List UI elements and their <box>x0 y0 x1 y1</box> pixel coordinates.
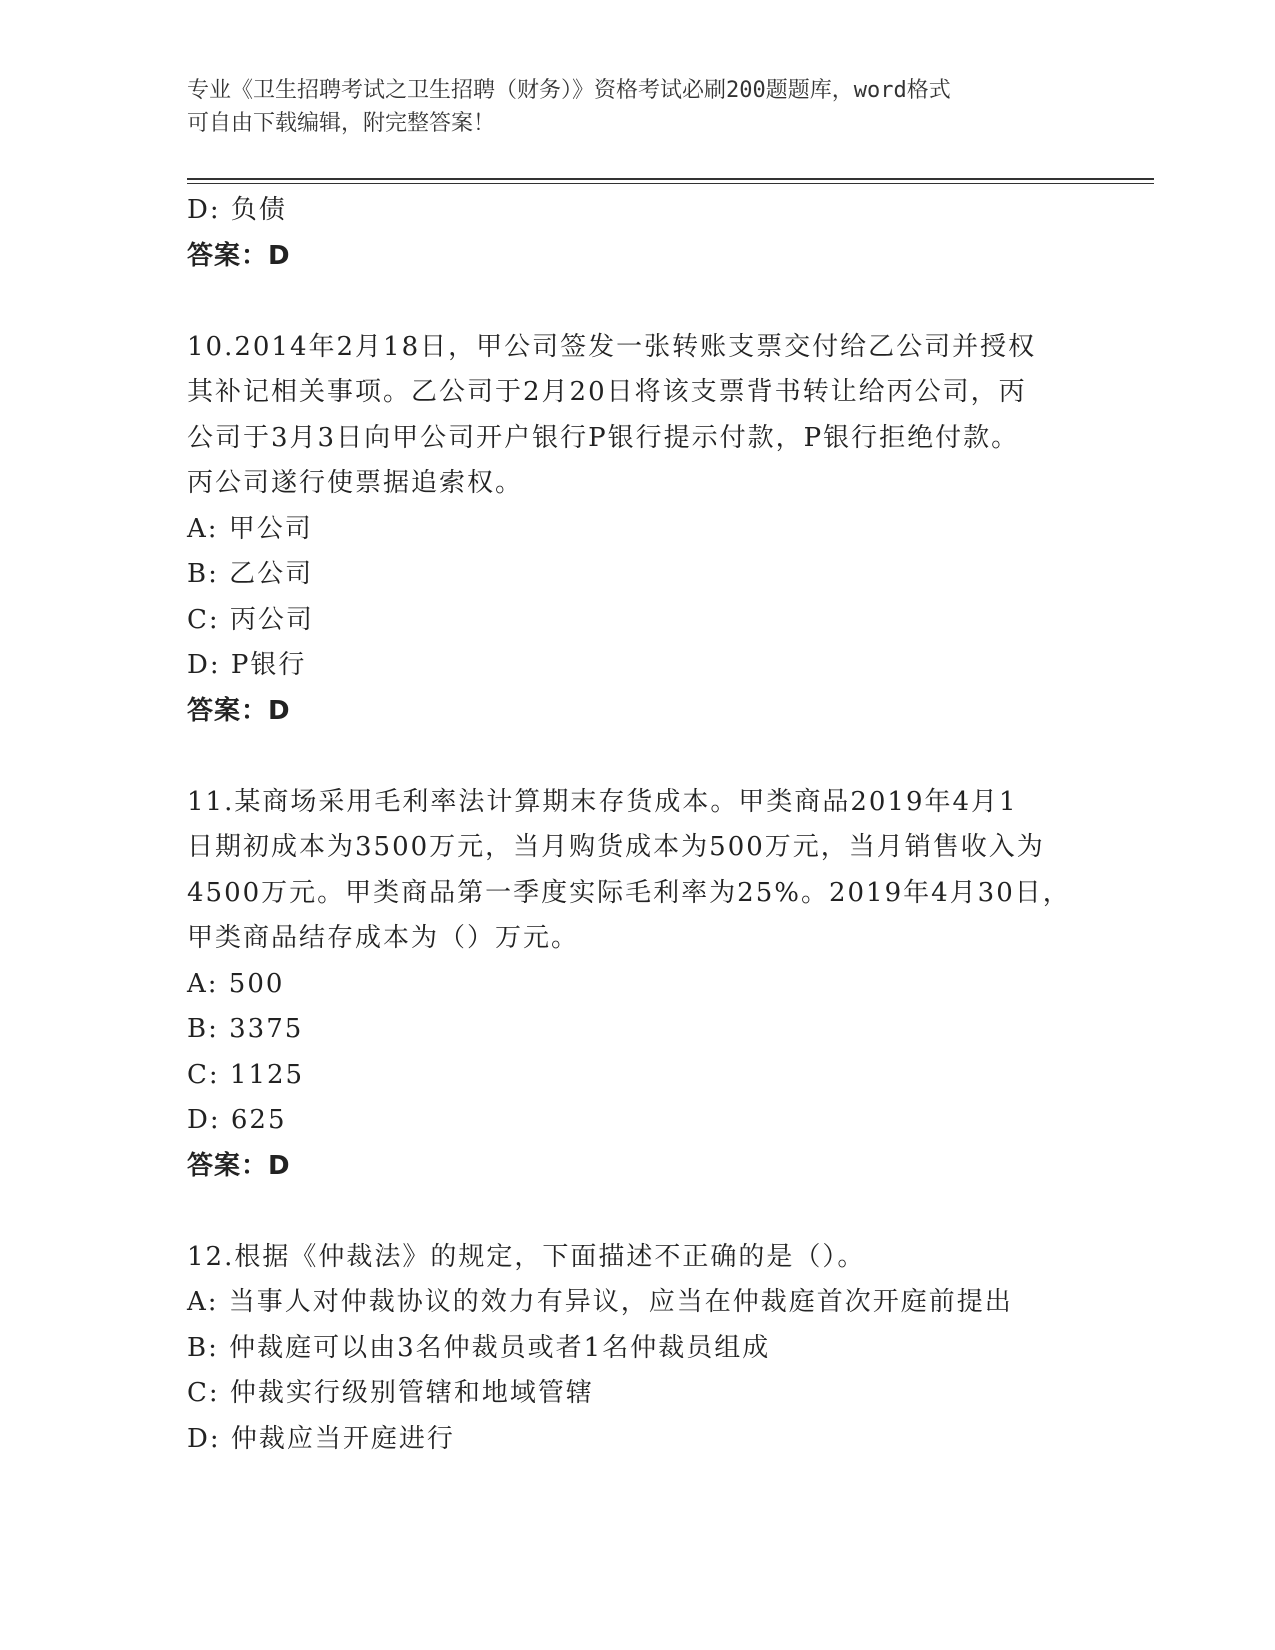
document-header <box>187 74 1067 140</box>
header-rule-thick <box>187 178 1154 180</box>
spacer <box>187 734 1087 780</box>
question-10 <box>187 325 1087 735</box>
option-c: C: 仲裁实行级别管辖和地域管辖 <box>187 1378 594 1408</box>
option-a: A: 甲公司 <box>187 513 313 544</box>
question-content <box>187 188 1087 1462</box>
question-text-line: 甲类商品结存成本为（）万元。 <box>187 923 580 953</box>
answer-line: 答案：D <box>187 240 291 271</box>
question-12 <box>187 1235 1087 1463</box>
option-c: C: 1125 <box>187 1059 305 1090</box>
spacer <box>187 279 1087 325</box>
option-a: A: 当事人对仲裁协议的效力有异议，应当在仲裁庭首次开庭前提出 <box>187 1287 1013 1317</box>
question-text-line: 其补记相关事项。乙公司于2月20日将该支票背书转让给丙公司，丙 <box>187 377 1027 407</box>
question-text-line: 12.根据《仲裁法》的规定，下面描述不正确的是（）。 <box>187 1241 866 1272</box>
answer-line: 答案：D <box>187 695 291 726</box>
question-text-line: 11.某商场采用毛利率法计算期末存货成本。甲类商品2019年4月1 <box>187 786 1018 817</box>
answer-line: 答案：D <box>187 1150 291 1181</box>
spacer <box>187 1189 1087 1235</box>
option-d: D: 仲裁应当开庭进行 <box>187 1423 455 1454</box>
question-text-line: 4500万元。甲类商品第一季度实际毛利率为25%。2019年4月30日， <box>187 877 1071 908</box>
option-d: D: 负债 <box>187 195 287 225</box>
question-11 <box>187 780 1087 1190</box>
header-line-1: 专业《卫生招聘考试之卫生招聘（财务）》资格考试必刷200题题库，word格式 <box>187 78 951 103</box>
option-c: C: 丙公司 <box>187 604 314 635</box>
option-b: B: 仲裁庭可以由3名仲裁员或者1名仲裁员组成 <box>187 1332 771 1363</box>
option-a: A: 500 <box>187 968 285 999</box>
header-line-2: 可自由下载编辑，附完整答案！ <box>187 111 496 136</box>
option-b: B: 乙公司 <box>187 559 314 589</box>
option-b: B: 3375 <box>187 1014 304 1044</box>
question-text-line: 10.2014年2月18日，甲公司签发一张转账支票交付给乙公司并授权 <box>187 331 1037 362</box>
header-rule-thin <box>187 183 1154 184</box>
option-d: D: P银行 <box>187 650 307 680</box>
question-text-line: 丙公司遂行使票据追索权。 <box>187 468 524 498</box>
question-text-line: 日期初成本为3500万元，当月购货成本为500万元，当月销售收入为 <box>187 832 1045 862</box>
question-text-line: 公司于3月3日向甲公司开户银行P银行提示付款，P银行拒绝付款。 <box>187 422 1020 453</box>
option-d: D: 625 <box>187 1105 287 1135</box>
